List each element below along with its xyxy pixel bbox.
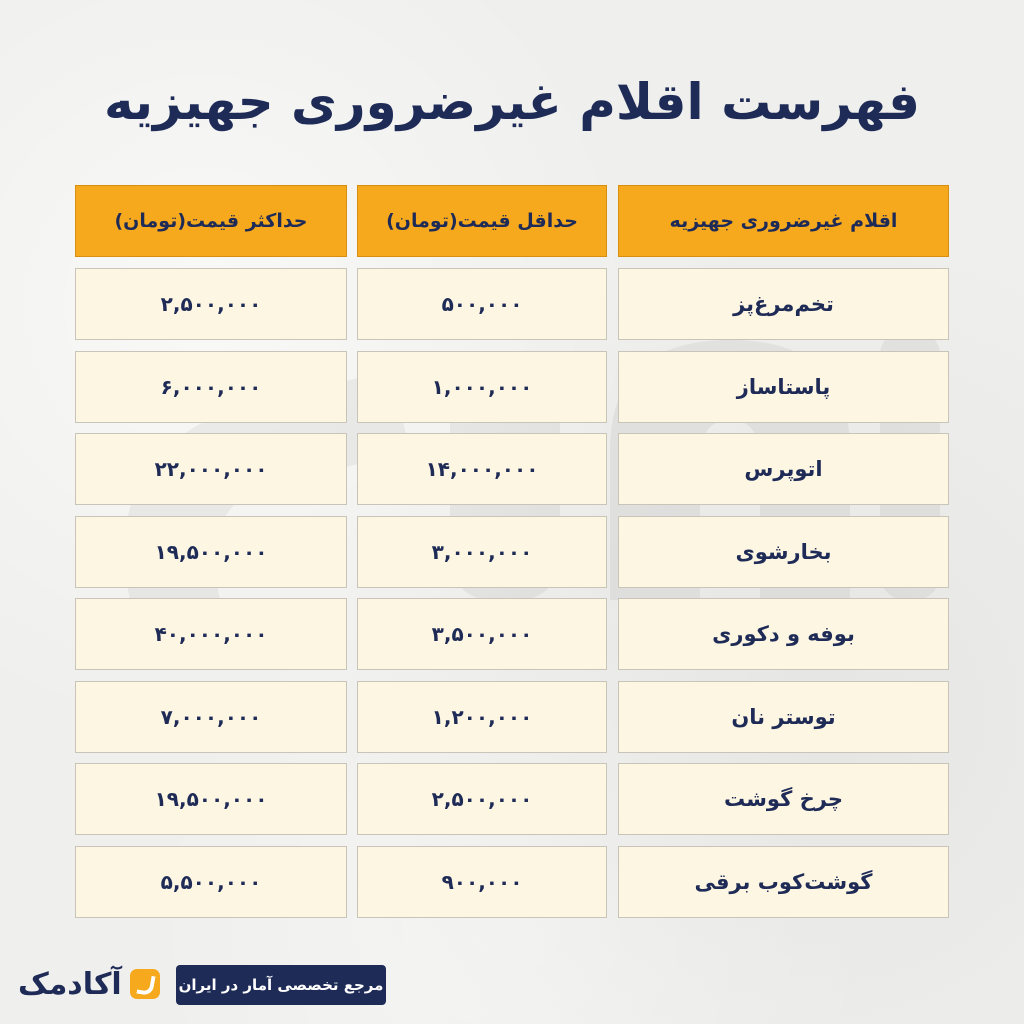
min-price: ۱,۰۰۰,۰۰۰ [357, 351, 607, 423]
min-price: ۵۰۰,۰۰۰ [357, 268, 607, 340]
max-price: ۲۲,۰۰۰,۰۰۰ [75, 433, 347, 505]
max-price: ۱۹,۵۰۰,۰۰۰ [75, 516, 347, 588]
min-price: ۲,۵۰۰,۰۰۰ [357, 763, 607, 835]
page-title: فهرست اقلام غیرضروری جهیزیه [103, 73, 921, 131]
max-price: ۵,۵۰۰,۰۰۰ [75, 846, 347, 918]
min-price: ۱,۲۰۰,۰۰۰ [357, 681, 607, 753]
item-name: بوفه و دکوری [618, 598, 949, 670]
max-price: ۴۰,۰۰۰,۰۰۰ [75, 598, 347, 670]
header-min-price: حداقل قیمت(تومان) [357, 185, 607, 257]
min-price: ۱۴,۰۰۰,۰۰۰ [357, 433, 607, 505]
item-name: تخم‌مرغ‌پز [618, 268, 949, 340]
max-price: ۷,۰۰۰,۰۰۰ [75, 681, 347, 753]
min-price: ۳,۰۰۰,۰۰۰ [357, 516, 607, 588]
item-name: بخارشوی [618, 516, 949, 588]
max-price: ۲,۵۰۰,۰۰۰ [75, 268, 347, 340]
item-name: چرخ گوشت [618, 763, 949, 835]
item-name: گوشت‌کوب برقی [618, 846, 949, 918]
logo-mark-icon [130, 969, 160, 999]
item-name: توستر نان [618, 681, 949, 753]
max-price: ۶,۰۰۰,۰۰۰ [75, 351, 347, 423]
logo-text: آکادمک [18, 966, 122, 1002]
min-price: ۹۰۰,۰۰۰ [357, 846, 607, 918]
header-item: اقلام غیرضروری جهیزیه [618, 185, 949, 257]
header-max-price: حداکثر قیمت(تومان) [75, 185, 347, 257]
item-name: اتوپرس [618, 433, 949, 505]
max-price: ۱۹,۵۰۰,۰۰۰ [75, 763, 347, 835]
item-name: پاستاساز [618, 351, 949, 423]
min-price: ۳,۵۰۰,۰۰۰ [357, 598, 607, 670]
brand-logo [18, 958, 170, 1010]
tagline-badge: مرجع تخصصی آمار در ایران [176, 965, 386, 1005]
